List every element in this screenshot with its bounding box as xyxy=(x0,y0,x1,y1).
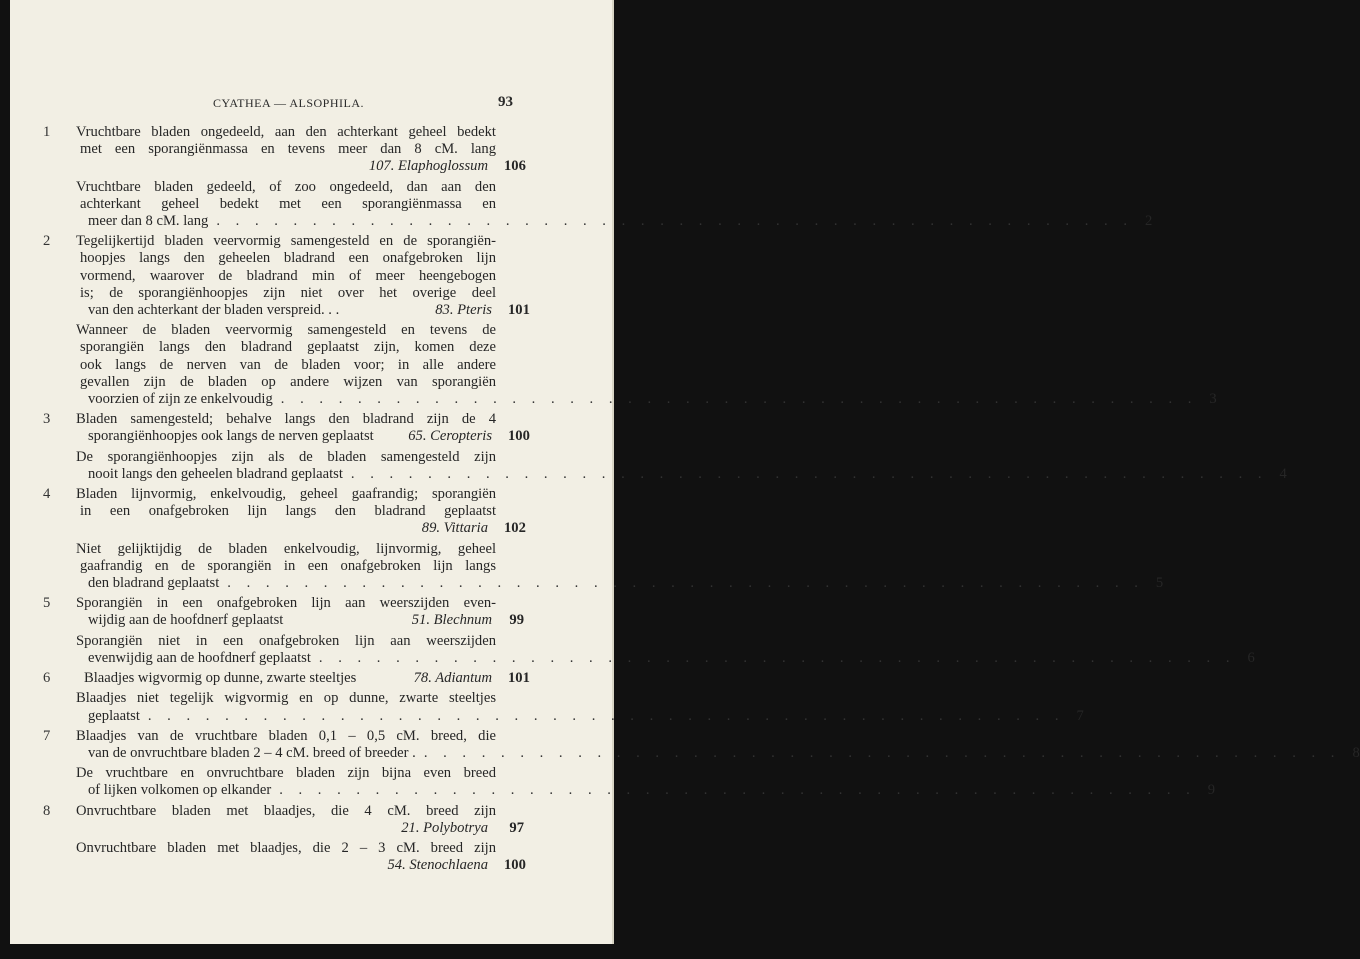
key-entry xyxy=(10,803,612,837)
couplet-reference: 3 xyxy=(1209,391,1217,408)
entry-text xyxy=(68,727,1360,762)
leader-line xyxy=(68,575,1164,592)
genus-reference-line xyxy=(68,158,524,175)
key-entry xyxy=(10,178,1153,231)
page-reference: 100 xyxy=(508,428,530,445)
couplet-reference: 9 xyxy=(1207,782,1216,799)
entry-line: Wanneer de bladen veervormig samengesteld en tevens de xyxy=(76,322,496,339)
leader-line xyxy=(68,302,530,319)
page-header xyxy=(10,96,612,116)
couplet-number: 8 xyxy=(43,802,51,819)
leader-text: voorzien of zijn ze enkelvoudig xyxy=(88,391,273,408)
couplet-reference: 8 xyxy=(1352,744,1360,761)
key-entry xyxy=(10,690,1084,724)
dot-leader: . . . . . . . . . . . . . . . . . . . . . . . . . . . . . . . . . . . . . . . . . . . . . . . . xyxy=(423,744,1341,761)
key-entry xyxy=(10,595,612,629)
leader-line xyxy=(68,612,524,629)
genus-reference: 65. Ceropteris xyxy=(408,428,492,445)
key-entry xyxy=(10,322,1217,408)
identification-key xyxy=(10,124,1360,877)
couplet-reference: 4 xyxy=(1279,465,1287,482)
key-entry xyxy=(10,486,612,538)
running-title: CYATHEA — ALSOPHILA. xyxy=(213,96,365,110)
entry-line: Blaadjes niet tegelijk wigvormig en op dunne, zwarte steeltjes xyxy=(76,690,496,707)
genus-reference: 107. Elaphoglossum xyxy=(368,158,488,175)
entry-line: De vruchtbare en onvruchtbare bladen zijn bijna even breed xyxy=(76,765,496,782)
entry-line: Onvruchtbare bladen met blaadjes, die 4 cM. breed zijn xyxy=(76,802,496,819)
genus-reference-line xyxy=(68,520,524,537)
leader-text: geplaatst xyxy=(88,707,140,724)
couplet-number: 1 xyxy=(43,124,51,140)
entry-line: Onvruchtbare bladen met blaadjes, die 2 – 3 cM. breed zijn xyxy=(76,839,496,856)
key-entry xyxy=(10,540,1164,593)
entry-text xyxy=(68,839,526,874)
book-page xyxy=(10,0,1360,944)
leader-line xyxy=(68,465,1287,483)
leader-line xyxy=(68,670,530,687)
dot-leader: . . . . . . . . . . . . . . . . . . . . . . . . . . . . . . . . . . . . . . . . . . . . . . . . xyxy=(318,649,1236,666)
genus-reference-line xyxy=(68,820,524,837)
entry-text xyxy=(68,690,1084,724)
entry-text xyxy=(68,448,1287,483)
page-reference: 106 xyxy=(504,158,526,175)
entry-line: Blaadjes van de vruchtbare bladen 0,1 – 0,5 cM. breed, die xyxy=(76,727,496,744)
genus-reference: 54. Stenochlaena xyxy=(387,857,488,874)
entry-line: sporangiën langs den bladrand geplaatst zijn, komen deze xyxy=(80,339,496,356)
entry-line: ook langs de nerven van de bladen voor; in alle andere xyxy=(80,356,496,373)
couplet-reference: 6 xyxy=(1247,649,1255,666)
couplet-reference: 2 xyxy=(1144,213,1153,230)
genus-reference: 21. Polybotrya xyxy=(401,819,488,836)
leader-line xyxy=(68,782,1216,799)
entry-text xyxy=(68,670,530,687)
key-entry xyxy=(10,411,612,445)
couplet-reference: 7 xyxy=(1076,707,1084,724)
leader-line xyxy=(68,649,1255,667)
entry-text xyxy=(68,765,1216,799)
dot-leader: . . . . . . . . . . . . . . . . . . . . . . . . . . . . . . . . . . . . . . . . . . . . . . . . xyxy=(280,391,1198,408)
entry-text xyxy=(68,486,526,538)
entry-line: Bladen lijnvormig, enkelvoudig, geheel gaafrandig; sporangiën xyxy=(76,486,496,503)
page-reference: 99 xyxy=(509,612,524,629)
couplet-number: 2 xyxy=(43,233,51,250)
couplet-number: 3 xyxy=(43,411,51,428)
entry-text xyxy=(68,632,1255,667)
key-entry xyxy=(10,233,612,319)
page-reference: 97 xyxy=(509,819,524,836)
dot-leader: . . . . . . . . . . . . . . . . . . . . . . . . . . . . . . . . . . . . . . . . . . . . . . . . xyxy=(147,707,1065,724)
genus-reference: 89. Vittaria xyxy=(421,520,488,537)
key-entry xyxy=(10,840,612,874)
couplet-number: 5 xyxy=(43,595,51,612)
leader-text: nooit langs den geheelen bladrand geplaatst xyxy=(88,465,343,482)
entry-line: Tegelijkertijd bladen veervormig samengesteld en de sporangiën- xyxy=(76,233,496,250)
key-entry xyxy=(10,448,1287,483)
leader-line xyxy=(68,707,1084,725)
entry-line: met een sporangiënmassa en tevens meer dan 8 cM. lang xyxy=(80,141,496,158)
couplet-reference: 5 xyxy=(1155,575,1164,592)
leader-text: sporangiënhoopjes ook langs de nerven geplaatst xyxy=(88,428,374,445)
leader-line xyxy=(68,391,1217,408)
leader-line xyxy=(68,213,1153,230)
entry-text xyxy=(68,124,526,176)
entry-line: Niet gelijktijdig de bladen enkelvoudig, lijnvormig, geheel xyxy=(76,540,496,557)
key-entry xyxy=(10,727,1360,762)
entry-line: De sporangiënhoopjes zijn als de bladen samengesteld zijn xyxy=(76,448,496,465)
key-entry xyxy=(10,670,612,687)
entry-line: gaafrandig en de sporangiën in een onafgebroken lijn langs xyxy=(80,557,496,574)
entry-line: gevallen zijn de bladen op andere wijzen van sporangiën xyxy=(80,373,496,390)
key-entry xyxy=(10,765,1216,799)
leader-text: of lijken volkomen op elkander xyxy=(88,782,272,799)
leader-text: Blaadjes wigvormig op dunne, zwarte steeltjes xyxy=(84,670,357,687)
couplet-number: 4 xyxy=(43,486,51,503)
entry-text xyxy=(68,178,1153,231)
genus-reference: 83. Pteris xyxy=(435,302,492,319)
entry-line: Sporangiën niet in een onafgebroken lijn aan weerszijden xyxy=(76,632,496,649)
entry-text xyxy=(68,540,1164,593)
genus-reference: 78. Adiantum xyxy=(413,670,492,687)
entry-text xyxy=(68,411,530,445)
couplet-number: 7 xyxy=(43,727,51,744)
dot-leader: . . . . . . . . . . . . . . . . . . . . . . . . . . . . . . . . . . . . . . . . . . . . . . . . xyxy=(279,782,1196,799)
entry-line: Vruchtbare bladen ongedeeld, aan den achterkant geheel bedekt xyxy=(76,124,496,140)
key-entry xyxy=(10,632,1255,667)
leader-line xyxy=(68,428,530,445)
entry-line: is; de sporangiënhoopjes zijn niet over het overige deel xyxy=(80,284,496,301)
entry-line: in een onafgebroken lijn langs den bladrand geplaatst xyxy=(80,503,496,520)
leader-line xyxy=(68,744,1360,762)
entry-line: hoopjes langs den geheelen bladrand een onafgebroken lijn xyxy=(80,250,496,267)
entry-line: Vruchtbare bladen gedeeld, of zoo ongedeeld, dan aan den xyxy=(76,178,496,195)
dot-leader: . . . . . . . . . . . . . . . . . . . . . . . . . . . . . . . . . . . . . . . . . . . . . . . . xyxy=(216,213,1133,230)
leader-text: den bladrand geplaatst xyxy=(88,575,220,592)
key-entry xyxy=(10,124,612,176)
genus-reference: 51. Blechnum xyxy=(411,612,492,629)
leader-text: meer dan 8 cM. lang xyxy=(88,213,209,230)
leader-text: evenwijdig aan de hoofdnerf geplaatst xyxy=(88,649,311,666)
entry-line: vormend, waarover de bladrand min of meer heengebogen xyxy=(80,267,496,284)
couplet-number: 6 xyxy=(43,670,51,687)
entry-text xyxy=(68,233,530,319)
entry-text xyxy=(68,802,524,837)
page-reference: 101 xyxy=(508,670,530,687)
entry-line: Bladen samengesteld; behalve langs den bladrand zijn de 4 xyxy=(76,411,496,428)
leader-text: wijdig aan de hoofdnerf geplaatst xyxy=(88,612,284,629)
entry-line: Sporangiën in een onafgebroken lijn aan weerszijden even- xyxy=(76,595,496,612)
leader-text: van den achterkant der bladen verspreid. . . xyxy=(88,302,340,319)
page-reference: 100 xyxy=(504,857,526,874)
leader-text: van de onvruchtbare bladen 2 – 4 cM. breed of breeder . xyxy=(88,744,416,761)
genus-reference-line xyxy=(68,857,524,874)
page-reference: 101 xyxy=(508,302,530,319)
dot-leader: . . . . . . . . . . . . . . . . . . . . . . . . . . . . . . . . . . . . . . . . . . . . . . . . xyxy=(227,575,1144,592)
entry-text xyxy=(68,322,1217,408)
page-number: 93 xyxy=(498,94,513,110)
dot-leader: . . . . . . . . . . . . . . . . . . . . . . . . . . . . . . . . . . . . . . . . . . . . . . . . xyxy=(350,465,1268,482)
entry-line: achterkant geheel bedekt met een sporangiënmassa en xyxy=(80,195,496,212)
entry-text xyxy=(68,595,524,629)
page-reference: 102 xyxy=(504,520,526,537)
